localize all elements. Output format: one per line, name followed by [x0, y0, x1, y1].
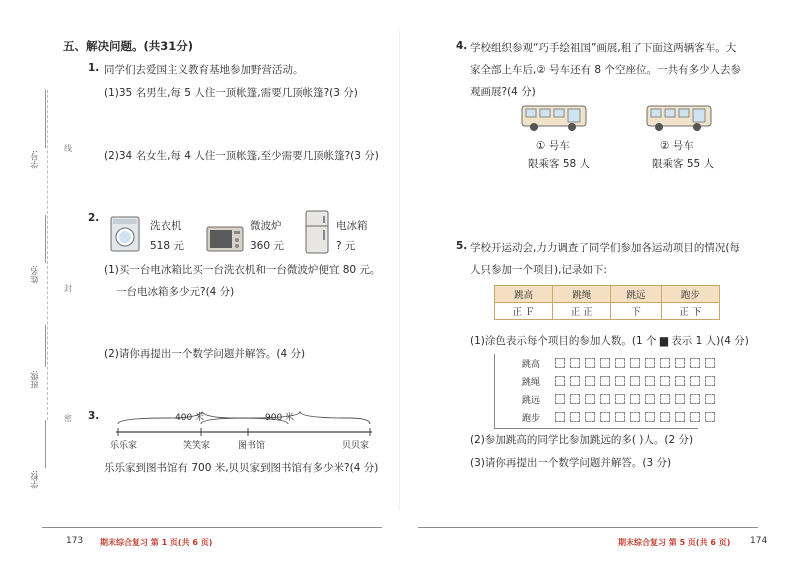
- q2-number: 2.: [88, 212, 100, 224]
- shading-square[interactable]: [600, 412, 610, 422]
- shading-square[interactable]: [675, 412, 685, 422]
- shading-square[interactable]: [570, 358, 580, 368]
- shading-square[interactable]: [615, 358, 625, 368]
- shading-square[interactable]: [690, 394, 700, 404]
- shading-square[interactable]: [705, 376, 715, 386]
- q4-line3: 观画展?(4 分): [470, 86, 536, 98]
- bus-icon: [520, 103, 588, 137]
- footer-rule-right: [418, 527, 758, 528]
- q1-number: 1.: [88, 62, 100, 74]
- shading-square[interactable]: [630, 394, 640, 404]
- shading-square[interactable]: [705, 394, 715, 404]
- shading-square[interactable]: [645, 394, 655, 404]
- bus1-capacity: 限乘客 58 人: [528, 158, 591, 170]
- chart-row-label: 跳高: [522, 360, 541, 370]
- microwave-price: 360 元: [250, 240, 284, 252]
- q4-line2: 家全部上车后,② 号车还有 8 个空座位。一共有多少人去参: [470, 64, 741, 76]
- q5-part1: (1)涂色表示每个项目的参加人数。(1 个 ▆ 表示 1 人)(4 分): [470, 335, 749, 347]
- shading-square[interactable]: [555, 376, 565, 386]
- chart-row-label: 跳远: [522, 396, 541, 406]
- shading-square[interactable]: [570, 394, 580, 404]
- q2-part1-line1: (1)买一台电冰箱比买一台洗衣机和一台微波炉便宜 80 元。: [104, 264, 381, 276]
- table-header: 跑步: [661, 286, 719, 303]
- section-title: 五、解决问题。(共31分): [63, 39, 194, 53]
- washing-machine-price: 518 元: [150, 240, 184, 252]
- shading-square[interactable]: [585, 358, 595, 368]
- place-beibei-home: 贝贝家: [342, 441, 370, 451]
- microwave-icon: [206, 226, 244, 256]
- shading-square[interactable]: [660, 412, 670, 422]
- tally-cell: 正 正: [553, 303, 611, 320]
- tally-cell: 正 下: [661, 303, 719, 320]
- shading-square[interactable]: [585, 412, 595, 422]
- shading-square[interactable]: [705, 358, 715, 368]
- shading-square[interactable]: [570, 412, 580, 422]
- refrigerator-price: ? 元: [336, 240, 356, 252]
- q3-number: 3.: [88, 410, 100, 422]
- tally-cell: 正 Ｆ: [495, 303, 553, 320]
- tally-cell: 下: [611, 303, 662, 320]
- shading-square[interactable]: [600, 394, 610, 404]
- q1-part2: (2)34 名女生,每 4 人住一顶帐篷,至少需要几顶帐篷?(3 分): [104, 150, 379, 162]
- class-label: 班级:: [30, 370, 39, 389]
- shading-square[interactable]: [600, 376, 610, 386]
- chart-row-label: 跑步: [522, 414, 541, 424]
- page-number-right: 174: [750, 536, 768, 546]
- shading-square[interactable]: [660, 376, 670, 386]
- bus1-label: ① 号车: [536, 140, 570, 152]
- shading-square[interactable]: [630, 412, 640, 422]
- student-id-blank: [45, 90, 46, 148]
- shading-row-running[interactable]: [555, 412, 715, 422]
- q1-part1: (1)35 名男生,每 5 人住一顶帐篷,需要几顶帐篷?(3 分): [104, 87, 358, 99]
- tally-table: [494, 285, 720, 320]
- shading-row-long-jump[interactable]: [555, 394, 715, 404]
- refrigerator-name: 电冰箱: [336, 220, 368, 232]
- page-divider: [399, 30, 400, 510]
- name-label: 姓名:: [30, 265, 39, 284]
- table-header: 跳远: [611, 286, 662, 303]
- distance-label-900: 900 米: [265, 413, 295, 423]
- cut-line: [47, 90, 48, 420]
- shading-square[interactable]: [585, 376, 595, 386]
- q3-question: 乐乐家到图书馆有 700 米,贝贝家到图书馆有多少米?(4 分): [104, 462, 379, 474]
- shading-square[interactable]: [660, 394, 670, 404]
- seal-mark-seal: 封: [64, 284, 72, 293]
- refrigerator-icon: [305, 210, 329, 258]
- shading-row-rope-skipping[interactable]: [555, 376, 715, 386]
- shading-square[interactable]: [690, 358, 700, 368]
- microwave-name: 微波炉: [250, 220, 282, 232]
- seal-mark-line: 线: [64, 144, 72, 153]
- q5-line2: 人只参加一个项目),记录如下:: [470, 264, 607, 276]
- q5-part3: (3)请你再提出一个数学问题并解答。(3 分): [470, 457, 672, 469]
- shading-square[interactable]: [615, 412, 625, 422]
- washing-machine-name: 洗衣机: [150, 220, 182, 232]
- place-xiaoxiao-home: 笑笑家: [183, 441, 211, 451]
- bus2-label: ② 号车: [660, 140, 694, 152]
- shading-square[interactable]: [555, 412, 565, 422]
- place-library: 图书馆: [238, 441, 266, 451]
- shading-square[interactable]: [645, 412, 655, 422]
- shading-square[interactable]: [675, 358, 685, 368]
- q4-line1: 学校组织参观“巧手绘祖国”画展,租了下面这两辆客车。大: [470, 42, 737, 54]
- shading-square[interactable]: [555, 358, 565, 368]
- shading-square[interactable]: [675, 394, 685, 404]
- shading-square[interactable]: [645, 358, 655, 368]
- q1-stem: 同学们去爱国主义教育基地参加野营活动。: [104, 64, 304, 76]
- bus2-capacity: 限乘客 55 人: [652, 158, 715, 170]
- table-header: 跳高: [495, 286, 553, 303]
- shading-square[interactable]: [570, 376, 580, 386]
- shading-square[interactable]: [600, 358, 610, 368]
- shading-square[interactable]: [675, 376, 685, 386]
- footer-rule-left: [42, 527, 382, 528]
- page-number-left: 173: [66, 536, 84, 546]
- name-blank: [45, 215, 46, 263]
- q5-part2: (2)参加跳高的同学比参加跳远的多( )人。(2 分): [470, 434, 694, 446]
- shading-square[interactable]: [645, 376, 655, 386]
- shading-square[interactable]: [615, 376, 625, 386]
- q5-line1: 学校开运动会,力力调查了同学们参加各运动项目的情况(每: [470, 242, 740, 254]
- washing-machine-icon: [110, 216, 140, 256]
- shading-square[interactable]: [555, 394, 565, 404]
- bus-icon: [645, 103, 713, 137]
- distance-label-400: 400 米: [175, 413, 205, 423]
- shading-square[interactable]: [690, 376, 700, 386]
- school-label: 学校:: [30, 470, 39, 489]
- shading-square[interactable]: [630, 358, 640, 368]
- student-id-label: 学号:: [30, 150, 39, 169]
- place-lele-home: 乐乐家: [110, 441, 138, 451]
- shading-square[interactable]: [615, 394, 625, 404]
- q4-number: 4.: [456, 40, 468, 52]
- shading-square[interactable]: [660, 358, 670, 368]
- shading-square[interactable]: [705, 412, 715, 422]
- q2-part1-line2: 一台电冰箱多少元?(4 分): [116, 286, 235, 298]
- footer-label-left: 期末综合复习 第 1 页(共 6 页): [100, 538, 213, 547]
- shading-square[interactable]: [690, 412, 700, 422]
- chart-row-label: 跳绳: [522, 378, 541, 388]
- shading-square[interactable]: [585, 394, 595, 404]
- q2-part2: (2)请你再提出一个数学问题并解答。(4 分): [104, 348, 306, 360]
- footer-label-right: 期末综合复习 第 5 页(共 6 页): [618, 538, 731, 547]
- shading-square[interactable]: [630, 376, 640, 386]
- school-blank: [45, 420, 46, 468]
- seal-mark-dense: 密: [64, 414, 72, 423]
- class-blank: [45, 325, 46, 367]
- q5-number: 5.: [456, 240, 468, 252]
- q3-distance-diagram: [108, 408, 378, 438]
- shading-row-high-jump[interactable]: [555, 358, 715, 368]
- table-header: 跳绳: [553, 286, 611, 303]
